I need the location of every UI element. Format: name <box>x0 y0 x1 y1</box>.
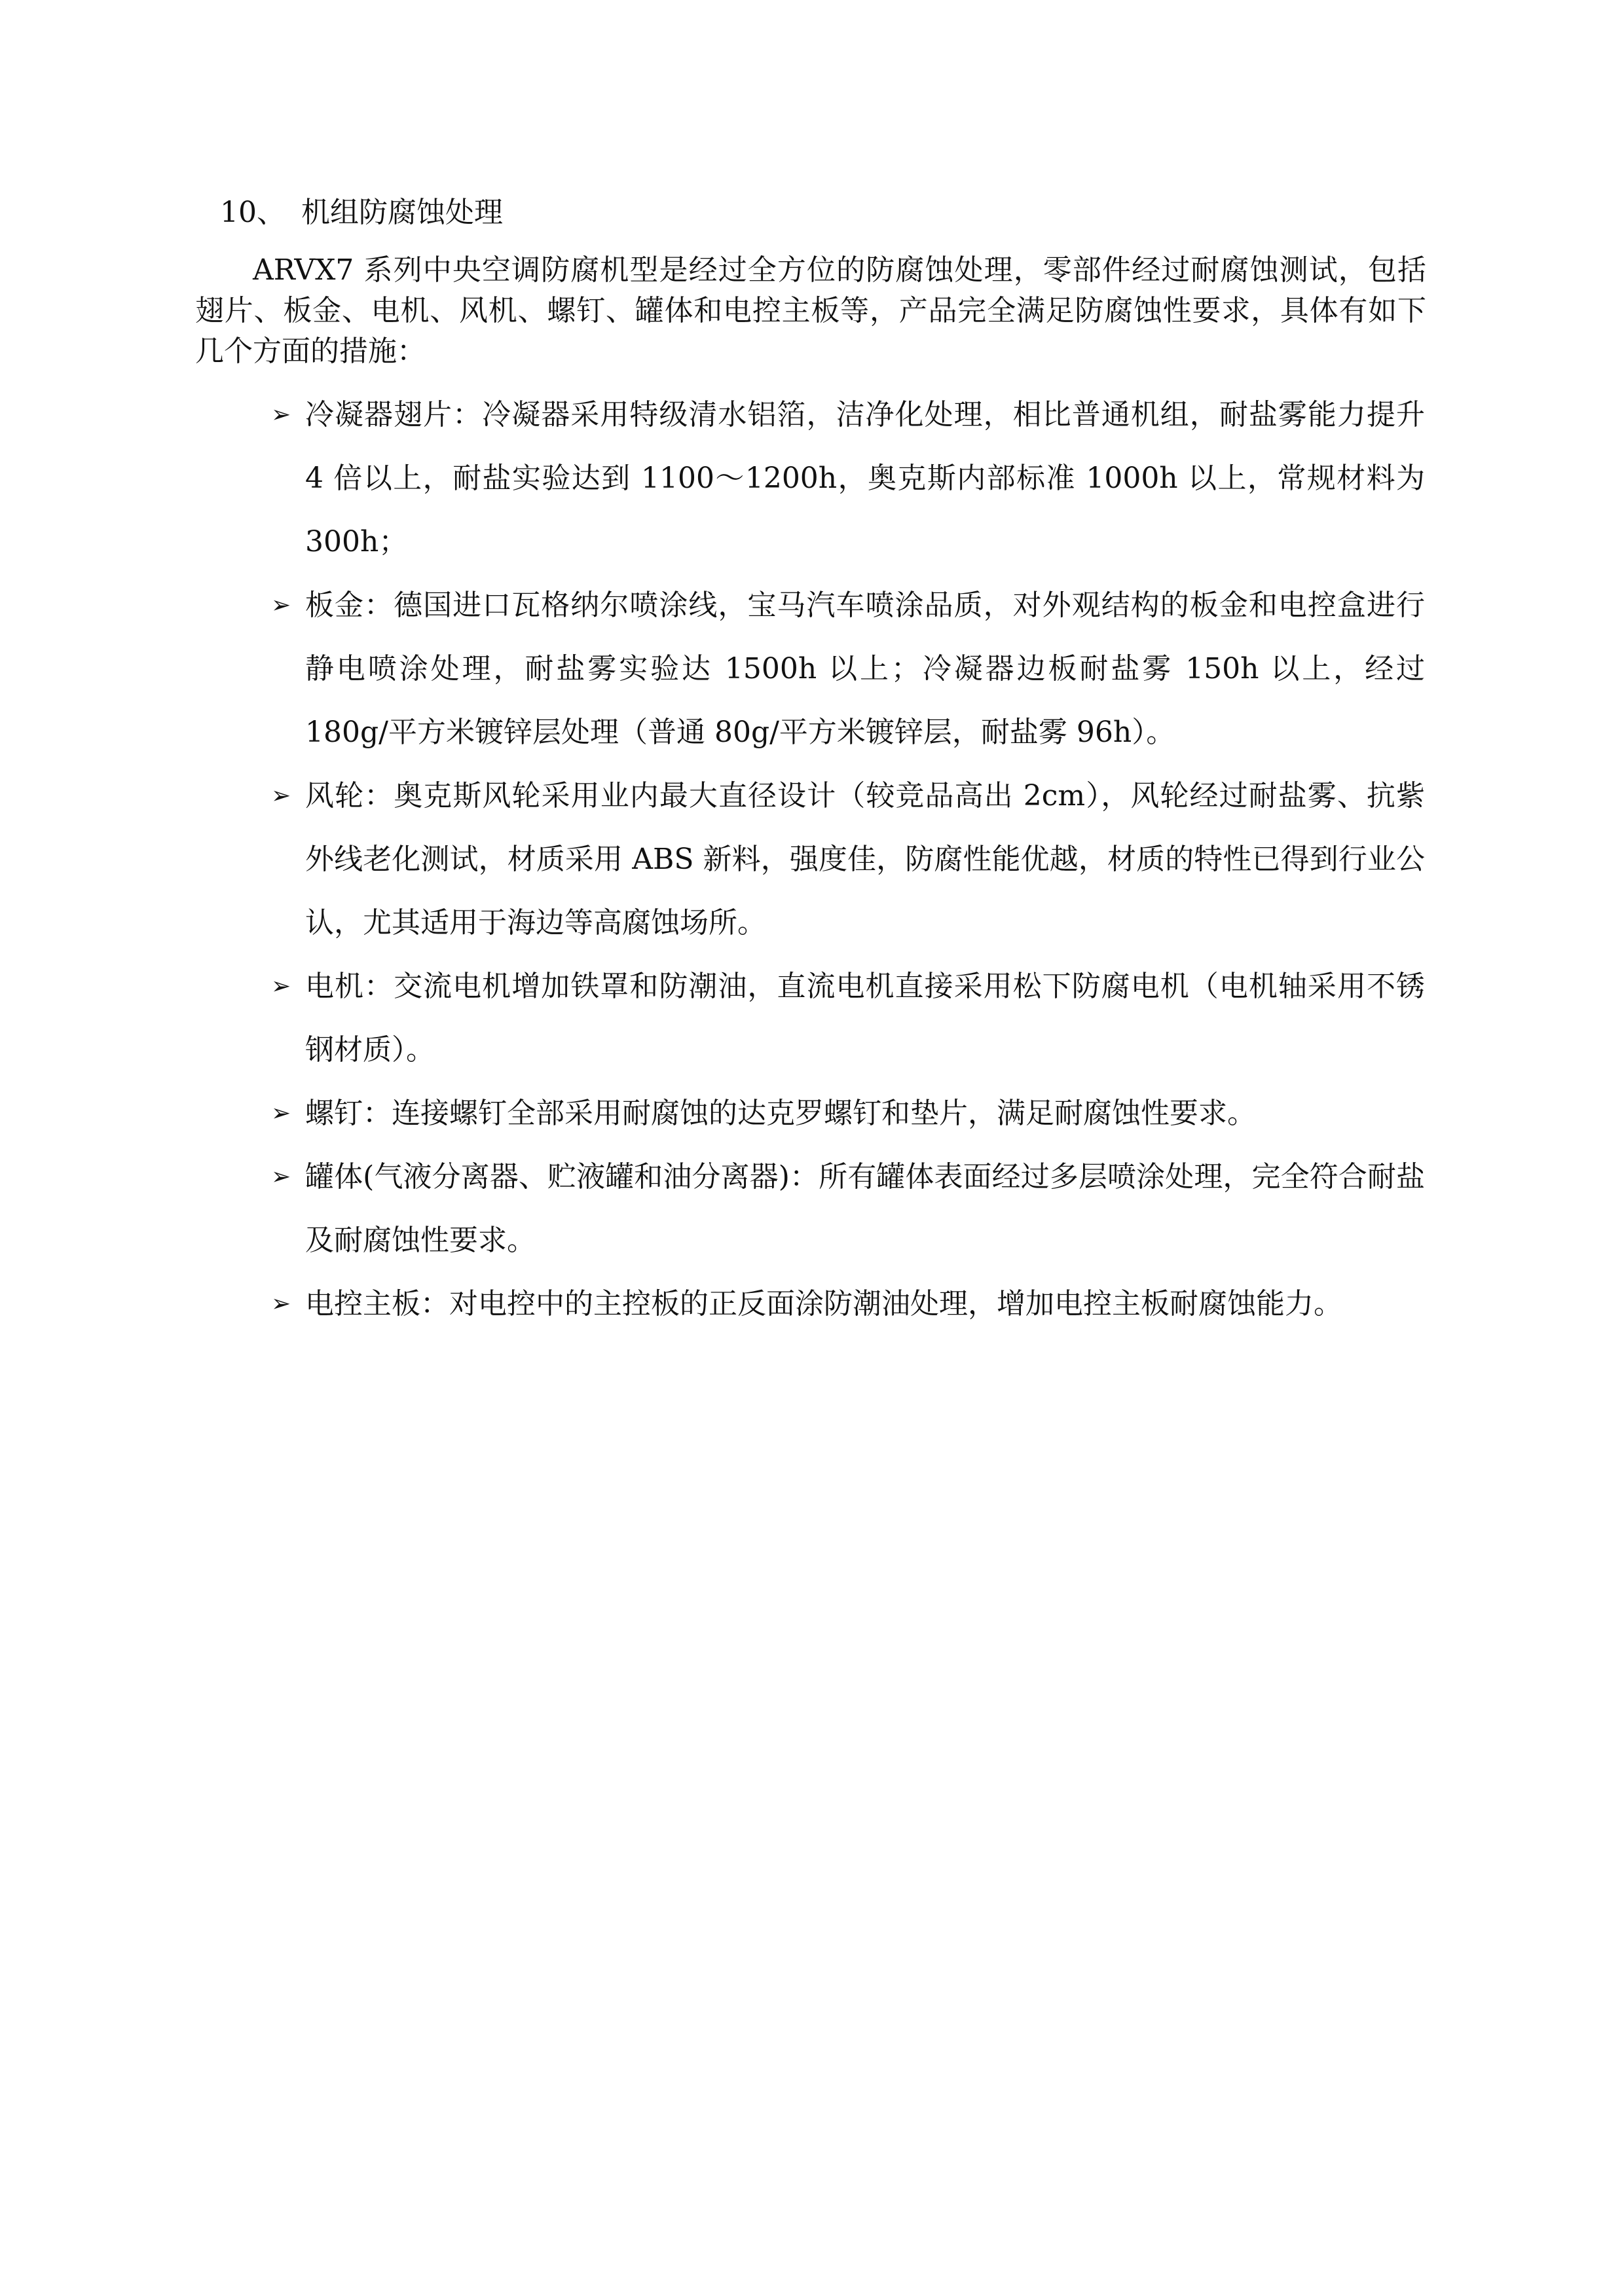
arrow-bullet-icon: ➢ <box>271 401 291 428</box>
list-item <box>271 1145 1425 1272</box>
list-item-text: 冷凝器翅片：冷凝器采用特级清水铝箔，洁净化处理，相比普通机组，耐盐雾能力提升 4 倍以上，耐盐实验达到 1100～1200h，奥克斯内部标准 1000h 以上，常规材料为 300h； <box>305 398 1425 558</box>
section-title: 机组防腐蚀处理 <box>301 196 503 229</box>
section-heading <box>220 193 503 232</box>
list-item-text: 罐体(气液分离器、贮液罐和油分离器)：所有罐体表面经过多层喷涂处理，完全符合耐盐及耐腐蚀性要求。 <box>305 1160 1425 1257</box>
list-item <box>271 574 1425 764</box>
list-item-text: 电机：交流电机增加铁罩和防潮油，直流电机直接采用松下防腐电机（电机轴采用不锈钢材质）。 <box>305 970 1425 1066</box>
measures-list <box>271 383 1425 1336</box>
list-item <box>271 955 1425 1082</box>
arrow-bullet-icon: ➢ <box>271 1290 291 1317</box>
list-item-text: 风轮：奥克斯风轮采用业内最大直径设计（较竞品高出 2cm），风轮经过耐盐雾、抗紫外线老化测试，材质采用 ABS 新料，强度佳，防腐性能优越，材质的特性已得到行业公认，尤其适用于海边等高腐蚀场所。 <box>305 779 1425 939</box>
arrow-bullet-icon: ➢ <box>271 1100 291 1127</box>
list-item-text: 板金：德国进口瓦格纳尔喷涂线，宝马汽车喷涂品质，对外观结构的板金和电控盒进行静电喷涂处理，耐盐雾实验达 1500h 以上；冷凝器边板耐盐雾 150h 以上，经过 180g/平方米镀锌层处理（普通 80g/平方米镀锌层，耐盐雾 96h）。 <box>305 589 1425 749</box>
list-item-text: 螺钉：连接螺钉全部采用耐腐蚀的达克罗螺钉和垫片，满足耐腐蚀性要求。 <box>305 1097 1256 1130</box>
section-number: 10、 <box>220 196 286 229</box>
list-item <box>271 383 1425 574</box>
list-item-text: 电控主板：对电控中的主控板的正反面涂防潮油处理，增加电控主板耐腐蚀能力。 <box>305 1287 1342 1321</box>
arrow-bullet-icon: ➢ <box>271 973 291 1000</box>
arrow-bullet-icon: ➢ <box>271 782 291 809</box>
list-item <box>271 764 1425 955</box>
list-item <box>271 1082 1425 1145</box>
arrow-bullet-icon: ➢ <box>271 592 291 619</box>
intro-paragraph: ARVX7 系列中央空调防腐机型是经过全方位的防腐蚀处理，零部件经过耐腐蚀测试，包括翅片、板金、电机、风机、螺钉、罐体和电控主板等，产品完全满足防腐蚀性要求，具体有如下几个方面的措施： <box>195 253 1426 368</box>
list-item <box>271 1272 1425 1336</box>
arrow-bullet-icon: ➢ <box>271 1163 291 1190</box>
